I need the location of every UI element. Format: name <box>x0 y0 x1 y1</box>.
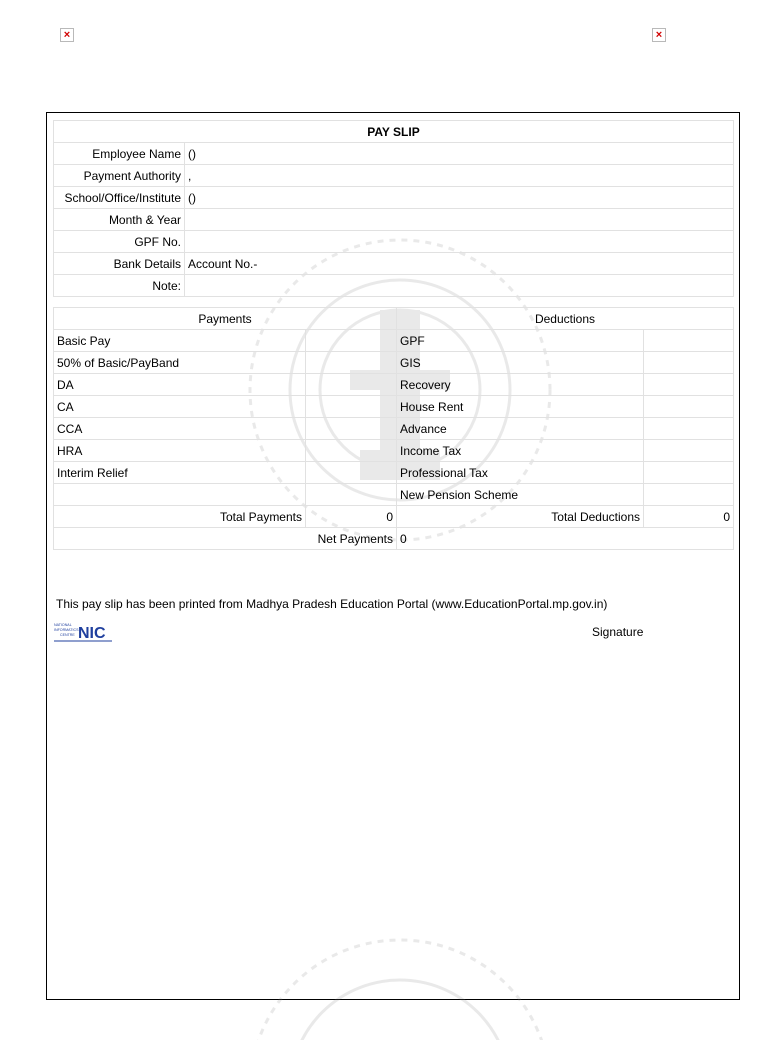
info-row <box>54 187 734 209</box>
deduction-item: Professional Tax <box>397 462 644 484</box>
deduction-item: House Rent <box>397 396 644 418</box>
payment-authority-value: , <box>185 165 734 187</box>
payments-header: Payments <box>54 308 397 330</box>
broken-image-icon: × <box>652 28 666 42</box>
payslip-info-table <box>53 120 734 297</box>
deduction-item: Recovery <box>397 374 644 396</box>
info-row <box>54 165 734 187</box>
info-row <box>54 231 734 253</box>
payment-amount <box>306 396 397 418</box>
deductions-header: Deductions <box>397 308 734 330</box>
payment-amount <box>306 462 397 484</box>
total-payments-value: 0 <box>306 506 397 528</box>
payment-authority-label: Payment Authority <box>54 165 185 187</box>
net-payments-row <box>54 528 734 550</box>
payment-item: 50% of Basic/PayBand <box>54 352 306 374</box>
deduction-item: Advance <box>397 418 644 440</box>
employee-name-label: Employee Name <box>54 143 185 165</box>
payment-item <box>54 484 306 506</box>
deduction-item: GPF <box>397 330 644 352</box>
payments-deductions-table <box>53 307 734 550</box>
deduction-amount <box>644 352 734 374</box>
table-row <box>54 352 734 374</box>
bank-details-value: Account No.- <box>185 253 734 275</box>
school-label: School/Office/Institute <box>54 187 185 209</box>
table-row <box>54 418 734 440</box>
deduction-amount <box>644 374 734 396</box>
info-row <box>54 143 734 165</box>
info-row <box>54 209 734 231</box>
school-value: () <box>185 187 734 209</box>
table-row <box>54 330 734 352</box>
gpf-no-value <box>185 231 734 253</box>
deduction-amount <box>644 330 734 352</box>
deduction-amount <box>644 440 734 462</box>
info-row <box>54 275 734 297</box>
deduction-amount <box>644 462 734 484</box>
bank-details-label: Bank Details <box>54 253 185 275</box>
table-row <box>54 396 734 418</box>
printed-from-note: This pay slip has been printed from Madhya Pradesh Education Portal (www.EducationPortal.mp.gov.in) <box>56 597 608 611</box>
total-deductions-label: Total Deductions <box>397 506 644 528</box>
nic-logo-line: NATIONAL <box>54 623 72 627</box>
nic-logo-line: INFORMATICS <box>54 628 79 632</box>
nic-logo-wordmark: NIC <box>78 625 106 642</box>
net-payments-value: 0 <box>397 528 734 550</box>
note-label: Note: <box>54 275 185 297</box>
month-year-value <box>185 209 734 231</box>
payment-item: CCA <box>54 418 306 440</box>
table-row <box>54 462 734 484</box>
note-value <box>185 275 734 297</box>
table-row <box>54 440 734 462</box>
deduction-item: GIS <box>397 352 644 374</box>
payment-item: Basic Pay <box>54 330 306 352</box>
gpf-no-label: GPF No. <box>54 231 185 253</box>
payment-amount <box>306 352 397 374</box>
payment-amount <box>306 440 397 462</box>
net-payments-label: Net Payments <box>54 528 397 550</box>
deduction-amount <box>644 418 734 440</box>
payment-amount <box>306 418 397 440</box>
employee-name-value: () <box>185 143 734 165</box>
payment-amount <box>306 330 397 352</box>
deduction-amount <box>644 484 734 506</box>
payment-amount <box>306 484 397 506</box>
signature-label: Signature <box>592 625 644 639</box>
page-title: PAY SLIP <box>54 121 734 143</box>
total-payments-label: Total Payments <box>54 506 306 528</box>
deduction-item: Income Tax <box>397 440 644 462</box>
payment-item: DA <box>54 374 306 396</box>
table-row <box>54 374 734 396</box>
payment-amount <box>306 374 397 396</box>
nic-logo-line: CENTRE <box>60 633 75 637</box>
table-row <box>54 484 734 506</box>
month-year-label: Month & Year <box>54 209 185 231</box>
deduction-amount <box>644 396 734 418</box>
info-row <box>54 253 734 275</box>
total-deductions-value: 0 <box>644 506 734 528</box>
payment-item: HRA <box>54 440 306 462</box>
deduction-item: New Pension Scheme <box>397 484 644 506</box>
broken-image-icon: × <box>60 28 74 42</box>
payment-item: CA <box>54 396 306 418</box>
nic-logo-icon <box>54 621 112 643</box>
totals-row <box>54 506 734 528</box>
payment-item: Interim Relief <box>54 462 306 484</box>
